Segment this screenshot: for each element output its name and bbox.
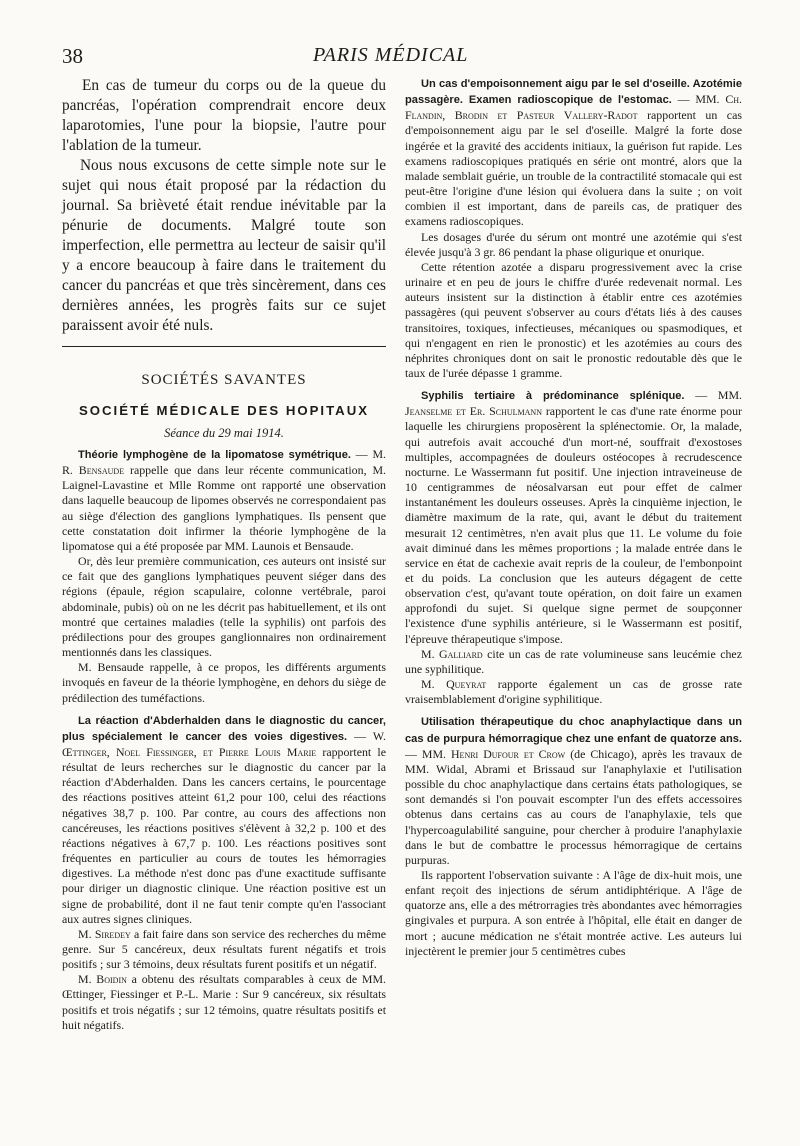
paragraph: Nous nous excusons de cette simple note sur le sujet qui nous était proposé par la rédaction du journal. Sa brièveté était rendue inévitable par la pénurie de documents. Malgré toute son imperfection, elle permettra au lecteur de saisir qu'il y a encore beaucoup à faire dans le traitement du cancer du pancréas et que très sincèrement, dans ces dernières années, les progrès faits sur ce sujet paraissent avoir été nuls. [62,157,386,334]
article-paragraph: M. Bensaude rappelle, à ce propos, les différents arguments invoqués en faveur de la théorie lymphogène, en dehors du siège de prédilection des tuméfactions. [62,660,386,705]
left-column [62,76,386,1033]
article-paragraph [62,927,386,972]
article-text: rapporte également un cas de grosse rate vraisemblablement d'origine syphilitique. [405,677,742,707]
author-name: MM. Jeanselme et Er. Schulmann [405,388,742,419]
article-heading: La réaction d'Abderhalden dans le diagnostic du cancer, plus spécialement le cancer des voies digestives. [62,714,386,743]
paragraph: En cas de tumeur du corps ou de la queue du pancréas, l'opération comprendrait encore deux laparotomies, l'une pour la biopsie, l'autre pour l'ablation de la tumeur. [62,77,386,154]
article-paragraph: Or, dès leur première communication, ces auteurs ont insisté sur ce fait que des ganglions lymphatiques peuvent siéger dans des régions (épaule, région scapulaire, colonne vertébrale, paroi abdominale, pubis) où on ne les décrit pas habituellement, et ils ont montré que certaines maladies (telle la syphilis) ont parfois des prédilections pour des groupes ganglionnaires non ordinairement mentionnés dans les classiques. [62,554,386,660]
session-date: Séance du 29 mai 1914. [164,426,284,440]
article-heading: Un cas d'empoisonnement aigu par le sel d'oseille. Azotémie passagère. Examen radioscopique de l'estomac. [405,78,742,107]
article-text: cite un cas de rate volumineuse sans leucémie chez une syphilitique. [405,646,742,676]
article-paragraph: Théorie lymphogène de la lipomatose symétrique. — M. R. Bensaude rappelle que dans leur récente communication, M. Laignel-Lavastine et Mlle Romme ont rapporté une observation dans laquelle beaucoup de lipomes observés ne correspondaient pas au siège d'élection des ganglions lymphatiques. Ils pensent que cette constatation doit infirmer la théorie lymphogène de la lipomatose qui a été proposée par MM. Launois et Bensaude. [62,447,386,553]
article-text: rapportent un cas d'empoisonnement aigu par le sel d'oseille. Malgré la forte dose ingérée et la gravité des accidents initiaux, la guérison fut rapide. Les examens radioscopiques pratiqués en série ont montré, alors que la malade semblait guérie, un trouble de la contractilité stomacale qui est peut-être l'origine d'une lésion qui évoluera dans la suite ; on voit combien il est important, dans de pareils cas, de pratiquer des examens radioscopiques. [405,108,742,229]
article-paragraph [405,647,742,677]
section-title: SOCIÉTÉS SAVANTES [141,372,307,388]
author-name: M. Siredey [78,926,131,941]
article-heading: Syphilis tertiaire à prédominance splénique. [421,390,685,403]
article-paragraph: Les dosages d'urée du sérum ont montré une azotémie qui s'est élevée jusqu'à 3 gr. 86 pendant la phase oligurique et onurique. [405,229,742,259]
article-text: rappelle que dans leur récente communication, M. Laignel-Lavastine et Mlle Romme ont rapporté une observation dans laquelle beaucoup de lipomes observés ne correspondaient pas au siège d'élection des ganglions lymphatiques. Ils pensent que cette constatation doit infirmer la théorie lymphogène de la lipomatose qui a été proposée par MM. Launois et Bensaude. [62,463,386,553]
page-number: 38 [62,44,83,68]
article-paragraph: Utilisation thérapeutique du choc anaphylactique dans un cas de purpura hémorragique chez une enfant de quatorze ans. — MM. Henri Dufour et Crow (de Chicago), après les travaux de MM. Widal, Abrami et Brissaud sur l'anaphylaxie et l'utilisation possible du choc anaphylactique dans certains états pathologiques, se sont demandés si l'on pouvait escompter l'un des effets accessoires obtenus dans certains cas au cours de l'anaphylaxie, tels que l'hypercoagulabilité sanguine, pour chercher à produire l'anaphylaxie dans le but de combattre le processus hémorragique de certains purpuras. [405,716,742,867]
article-paragraph: Cette rétention azotée a disparu progressivement avec la crise urinaire et en peu de jours le chiffre d'urée redevenait normal. Les auteurs insistent sur la distinction à établir entre ces azotémies passagères (qui peuvent s'observer au cours d'états liés à des causes transitoires, toxiques, infectieuses, mécaniques ou spasmodiques, et qui n'engagent en rien le pronostic) et les azotémies au cours des néphrites chroniques dont on sait le pronostic redoutable dès que le taux de l'urée dépasse 1 gramme. [405,259,742,380]
right-column [405,76,742,959]
article-paragraph [62,972,386,1033]
author-name: M. Boidin [78,972,127,987]
article-text: rapportent le résultat de leurs recherches sur le diagnostic du cancer par la réaction d'Abderhalden. Dans les cancers certains, le pourcentage des réactions positives atteint 61,2 pour 100, celui des réactions négatives 38,7 p. 100. Par contre, au cours des affections non cancéreuses, les réactions positives s'élèvent à 32,2 p. 100 et des réactions négatives à 67,7 p. 100. Les réactions positives sont fréquentes en particulier au cours de toutes les hémorragies digestives. La méthode n'est donc pas d'une exactitude suffisante pour diriger un diagnostic clinique. Une réaction positive est un signe de probabilité, dont il ne faut tenir compte qu'en l'associant aux autres signes cliniques. [62,744,386,926]
society-name: SOCIÉTÉ MÉDICALE DES HOPITAUX [78,403,370,418]
author-name: MM. Henri Dufour et Crow [421,746,566,761]
author-name: M. Queyrat [421,677,487,692]
article-paragraph: La réaction d'Abderhalden dans le diagnostic du cancer, plus spécialement le cancer des voies digestives. — W. Œttinger, Noel Fiessinger, et Pierre Louis Marie rapportent le résultat de leurs recherches sur le diagnostic du cancer par la réaction d'Abderhalden. Dans les cancers certains, le pourcentage des réactions positives atteint 61,2 pour 100, celui des réactions négatives 38,7 p. 100. Par contre, au cours des affections non cancéreuses, les réactions positives s'élèvent à 32,2 p. 100 et des réactions négatives à 67,7 p. 100. Les réactions positives sont fréquentes en particulier au cours de toutes les hémorragies digestives. La méthode n'est donc pas d'une exactitude suffisante pour diriger un diagnostic clinique. Une réaction positive est un signe de probabilité, dont il ne faut tenir compte qu'en l'associant aux autres signes cliniques. [62,714,386,926]
article-heading: Utilisation thérapeutique du choc anaphylactique dans un cas de purpura hémorragique chez une enfant de quatorze ans. [405,716,742,745]
divider [62,346,386,347]
article-paragraph [405,677,742,707]
article-paragraph: Ils rapportent l'observation suivante : A l'âge de dix-huit mois, une enfant reçoit des injections de sérum antidiphtérique. A l'âge de quatorze ans, elle a des métrorragies très abondantes avec hémorragies gingivales et purpura. A son entrée à l'hôpital, elle était en danger de mort ; aucune médication ne s'était montrée active. Les auteurs lui injectèrent le premier jour 5 centimètres cubes [405,867,742,958]
running-head: PARIS MÉDICAL [313,44,469,66]
article-text: a fait faire dans son service des recherches du même genre. Sur 5 cancéreux, deux résultats furent négatifs et trois positifs ; sur 3 témoins, deux résultats furent positifs et un négatif. [62,926,386,972]
author-name: MM. Ch. Flandin, Brodin et Pasteur Vallery-Radot [405,92,742,123]
article-text: (de Chicago), après les travaux de MM. Widal, Abrami et Brissaud sur l'anaphylaxie et l'utilisation possible du choc anaphylactique dans certains états pathologiques, se sont demandés si l'on pouvait escompter l'un des effets accessoires obtenus dans certains cas au cours de l'anaphylaxie, tels que l'hypercoagulabilité sanguine, pour chercher à produire l'anaphylaxie dans le but de combattre le processus hémorragique de certains purpuras. [405,746,742,867]
article-heading: Théorie lymphogène de la lipomatose symétrique. [78,449,351,461]
author-name: M. R. Bensaude [62,447,386,478]
author-name: M. Galliard [421,646,483,661]
author-name: W. Œttinger, Noel Fiessinger, et Pierre Louis Marie [62,728,386,759]
article-text: a obtenu des résultats comparables à ceux de MM. Œttinger, Fiessinger et P.-L. Marie : Sur 9 cancéreux, six résultats positifs et trois négatifs ; sur 12 témoins, quatre résultats positifs et huit négatifs. [62,972,386,1032]
article-paragraph: Un cas d'empoisonnement aigu par le sel d'oseille. Azotémie passagère. Examen radioscopique de l'estomac. — MM. Ch. Flandin, Brodin et Pasteur Vallery-Radot rapportent un cas d'empoisonnement aigu par le sel d'oseille. Malgré la forte dose ingérée et la gravité des accidents initiaux, la guérison fut rapide. Les examens radioscopiques pratiqués en série ont montré, alors que la malade semblait guérie, un trouble de la contractilité stomacale qui est peut-être l'origine d'une lésion qui évoluera dans la suite ; on voit combien il est important, dans de pareils cas, de pratiquer des examens radioscopiques. [405,78,742,229]
article-text: rapportent le cas d'une rate énorme pour laquelle les chirurgiens proposèrent la splénectomie. Or, la malade, qui autrefois avait accouché d'un mort-né, souffrait d'exostoses multiples, accompagnées de douleurs ostéocopes à recrudescence nocturne. Le Wassermann fut positif. Une injection intraveineuse de 10 centigrammes de néosalvarsan eut pour effet de calmer instantanément les douleurs osseuses. Après la cinquième injection, le diamètre maximum de la rate, qui, avant le début du traitement mesurait 12 centimètres, n'en avait plus que 11. Le volume du foie avait diminué dans les mêmes proportions ; la malade entrée dans le service en état de cachexie avait repris de la couleur, de l'embonpoint et du poids. La conclusion que les auteurs dégagent de cette observation c'est, qu'avant toute opération, on doit faire un examen approfondi du sujet. Si quelque signe permet de soupçonner l'existence d'une syphilis antérieure, si le Wassermann est positif, l'épreuve thérapeutique s'impose. [405,404,742,646]
article-paragraph: Syphilis tertiaire à prédominance splénique. — MM. Jeanselme et Er. Schulmann rapportent le cas d'une rate énorme pour laquelle les chirurgiens proposèrent la splénectomie. Or, la malade, qui autrefois avait accouché d'un mort-né, souffrait d'exostoses multiples, accompagnées de douleurs ostéocopes à recrudescence nocturne. Le Wassermann fut positif. Une injection intraveineuse de 10 centigrammes de néosalvarsan eut pour effet de calmer instantanément les douleurs osseuses. Après la cinquième injection, le diamètre maximum de la rate, qui, avant le début du traitement mesurait 12 centimètres, n'en avait plus que 11. Le volume du foie avait diminué dans les mêmes proportions ; la malade entrée dans le service en état de cachexie avait repris de la couleur, de l'embonpoint et du poids. La conclusion que les auteurs dégagent de cette observation c'est, qu'avant toute opération, on doit faire un examen approfondi du sujet. Si quelque signe permet de soupçonner l'existence d'une syphilis antérieure, si le Wassermann est positif, l'épreuve thérapeutique s'impose. [405,388,742,646]
